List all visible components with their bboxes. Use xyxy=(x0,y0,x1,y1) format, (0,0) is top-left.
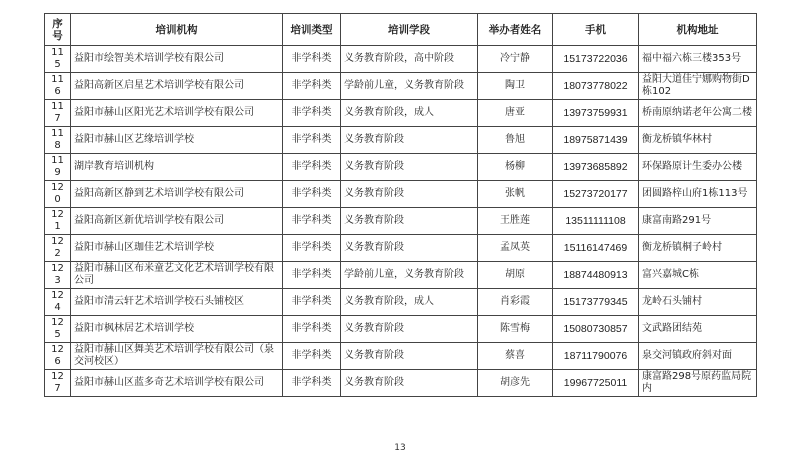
cell-phone: 18975871439 xyxy=(553,127,639,154)
cell-phone: 13511111108 xyxy=(553,208,639,235)
page-number: 13 xyxy=(394,443,406,453)
cell-stage: 义务教育阶段，成人 xyxy=(341,100,478,127)
cell-stage: 义务教育阶段 xyxy=(341,343,478,370)
cell-no: 121 xyxy=(45,208,71,235)
cell-no: 117 xyxy=(45,100,71,127)
header-stage: 培训学段 xyxy=(341,14,478,46)
cell-founder: 胡原 xyxy=(478,262,553,289)
table-row xyxy=(45,235,757,262)
table-row xyxy=(45,316,757,343)
cell-address: 文武路团结苑 xyxy=(639,316,757,343)
cell-stage: 义务教育阶段 xyxy=(341,235,478,262)
cell-phone: 13973685892 xyxy=(553,154,639,181)
cell-founder: 陈雪梅 xyxy=(478,316,553,343)
cell-founder: 胡彦先 xyxy=(478,370,553,397)
cell-phone: 15116147469 xyxy=(553,235,639,262)
cell-org: 益阳市赫山区舞美艺术培训学校有限公司（泉交河校区） xyxy=(71,343,283,370)
cell-address: 龙岭石头铺村 xyxy=(639,289,757,316)
table-row xyxy=(45,100,757,127)
cell-no: 115 xyxy=(45,46,71,73)
cell-founder: 张帆 xyxy=(478,181,553,208)
cell-address: 康富南路291号 xyxy=(639,208,757,235)
cell-org: 益阳市赫山区艺缘培训学校 xyxy=(71,127,283,154)
cell-stage: 义务教育阶段，高中阶段 xyxy=(341,46,478,73)
cell-type: 非学科类 xyxy=(283,73,341,100)
cell-type: 非学科类 xyxy=(283,262,341,289)
cell-founder: 孟凤英 xyxy=(478,235,553,262)
cell-type: 非学科类 xyxy=(283,181,341,208)
cell-address: 康富路298号原药监局院内 xyxy=(639,370,757,397)
table-header-row xyxy=(45,14,757,46)
cell-type: 非学科类 xyxy=(283,343,341,370)
cell-address: 衡龙桥镇华林村 xyxy=(639,127,757,154)
cell-no: 118 xyxy=(45,127,71,154)
cell-org: 益阳高新区静到艺术培训学校有限公司 xyxy=(71,181,283,208)
header-no: 序 号 xyxy=(45,14,71,46)
cell-type: 非学科类 xyxy=(283,127,341,154)
table-row xyxy=(45,343,757,370)
cell-founder: 冷宁静 xyxy=(478,46,553,73)
table-row xyxy=(45,289,757,316)
cell-org: 益阳市赫山区蓝多奇艺术培训学校有限公司 xyxy=(71,370,283,397)
cell-org: 湖岸教育培训机构 xyxy=(71,154,283,181)
cell-founder: 鲁旭 xyxy=(478,127,553,154)
cell-founder: 肖彩霞 xyxy=(478,289,553,316)
cell-address: 富兴嘉城C栋 xyxy=(639,262,757,289)
cell-no: 126 xyxy=(45,343,71,370)
table-row xyxy=(45,181,757,208)
cell-phone: 18874480913 xyxy=(553,262,639,289)
cell-org: 益阳高新区新优培训学校有限公司 xyxy=(71,208,283,235)
cell-no: 116 xyxy=(45,73,71,100)
cell-type: 非学科类 xyxy=(283,235,341,262)
cell-address: 益阳大道佳宁娜购物街D栋102 xyxy=(639,73,757,100)
cell-founder: 杨柳 xyxy=(478,154,553,181)
cell-org: 益阳市赫山区布米童艺文化艺术培训学校有限公司 xyxy=(71,262,283,289)
cell-phone: 18711790076 xyxy=(553,343,639,370)
cell-address: 泉交河镇政府斜对面 xyxy=(639,343,757,370)
cell-founder: 唐亚 xyxy=(478,100,553,127)
cell-no: 119 xyxy=(45,154,71,181)
cell-founder: 蔡喜 xyxy=(478,343,553,370)
cell-founder: 陶卫 xyxy=(478,73,553,100)
cell-stage: 学龄前儿童，义务教育阶段 xyxy=(341,73,478,100)
cell-stage: 义务教育阶段，成人 xyxy=(341,289,478,316)
cell-stage: 义务教育阶段 xyxy=(341,127,478,154)
table-row xyxy=(45,73,757,100)
training-institution-table xyxy=(44,13,757,397)
cell-address: 衡龙桥镇桐子岭村 xyxy=(639,235,757,262)
cell-org: 益阳市枫林居艺术培训学校 xyxy=(71,316,283,343)
cell-stage: 义务教育阶段 xyxy=(341,316,478,343)
cell-phone: 15173722036 xyxy=(553,46,639,73)
cell-no: 123 xyxy=(45,262,71,289)
cell-stage: 义务教育阶段 xyxy=(341,208,478,235)
cell-type: 非学科类 xyxy=(283,46,341,73)
header-phone: 手机 xyxy=(553,14,639,46)
cell-no: 127 xyxy=(45,370,71,397)
cell-org: 益阳市赫山区阳光艺术培训学校有限公司 xyxy=(71,100,283,127)
cell-no: 122 xyxy=(45,235,71,262)
cell-org: 益阳高新区启星艺术培训学校有限公司 xyxy=(71,73,283,100)
header-address: 机构地址 xyxy=(639,14,757,46)
header-type: 培训类型 xyxy=(283,14,341,46)
cell-founder: 王胜莲 xyxy=(478,208,553,235)
cell-no: 120 xyxy=(45,181,71,208)
table-row xyxy=(45,208,757,235)
table-row xyxy=(45,154,757,181)
cell-type: 非学科类 xyxy=(283,154,341,181)
cell-type: 非学科类 xyxy=(283,289,341,316)
table-row xyxy=(45,127,757,154)
cell-phone: 15080730857 xyxy=(553,316,639,343)
cell-phone: 19967725011 xyxy=(553,370,639,397)
cell-phone: 15173779345 xyxy=(553,289,639,316)
header-founder: 举办者姓名 xyxy=(478,14,553,46)
table-row xyxy=(45,46,757,73)
cell-org: 益阳市清云轩艺术培训学校石头铺校区 xyxy=(71,289,283,316)
cell-stage: 义务教育阶段 xyxy=(341,154,478,181)
cell-address: 团圆路梓山府1栋113号 xyxy=(639,181,757,208)
cell-address: 桥南原纳诺老年公寓二楼 xyxy=(639,100,757,127)
cell-phone: 13973759931 xyxy=(553,100,639,127)
table-row xyxy=(45,262,757,289)
cell-address: 福中福六栋三楼353号 xyxy=(639,46,757,73)
table-row xyxy=(45,370,757,397)
cell-type: 非学科类 xyxy=(283,208,341,235)
cell-stage: 义务教育阶段 xyxy=(341,370,478,397)
cell-type: 非学科类 xyxy=(283,100,341,127)
cell-address: 环保路原计生委办公楼 xyxy=(639,154,757,181)
cell-stage: 义务教育阶段 xyxy=(341,181,478,208)
cell-type: 非学科类 xyxy=(283,316,341,343)
cell-org: 益阳市赫山区珈佳艺术培训学校 xyxy=(71,235,283,262)
cell-no: 124 xyxy=(45,289,71,316)
cell-phone: 15273720177 xyxy=(553,181,639,208)
cell-type: 非学科类 xyxy=(283,370,341,397)
cell-org: 益阳市绘智美术培训学校有限公司 xyxy=(71,46,283,73)
header-org: 培训机构 xyxy=(71,14,283,46)
cell-stage: 学龄前儿童，义务教育阶段 xyxy=(341,262,478,289)
cell-phone: 18073778022 xyxy=(553,73,639,100)
cell-no: 125 xyxy=(45,316,71,343)
